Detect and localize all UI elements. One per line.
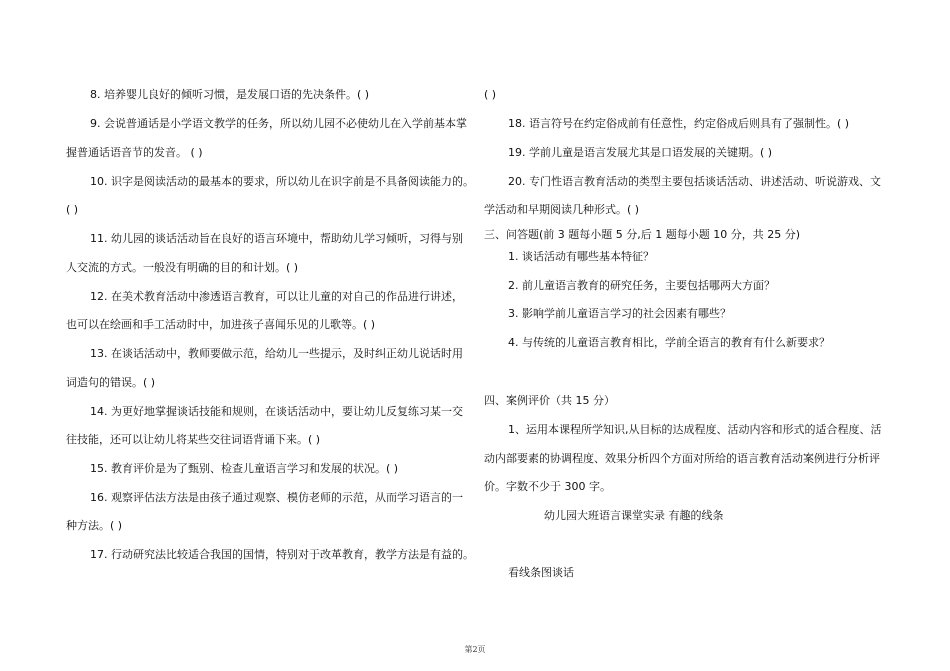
text-line: 9. 会说普通话是小学语文教学的任务，所以幼儿园不必使幼儿在入学前基本掌: [90, 117, 467, 130]
text-line: 20. 专门性语言教育活动的类型主要包括谈话活动、讲述活动、听说游戏、文: [508, 175, 881, 188]
section-heading: 四、案例评价（共 15 分）: [484, 394, 615, 407]
text-line: 15. 教育评价是为了甄别、检查儿童语言学习和发展的状况。( ): [90, 462, 399, 475]
text-line: 词造句的错误。( ): [66, 376, 156, 389]
text-line: 12. 在美术教育活动中渗透语言教育，可以让儿童的对自己的作品进行讲述，: [90, 290, 463, 303]
subheading: 看线条图谈话: [508, 566, 574, 579]
text-line: 11. 幼儿园的谈话活动旨在良好的语言环境中，帮助幼儿学习倾听，习得与别: [90, 232, 463, 245]
text-line: 17. 行动研究法比较适合我国的国情，特别对于改革教育，教学方法是有益的。: [90, 548, 474, 561]
question-item: 4. 与传统的儿童语言教育相比，学前全语言的教育有什么新要求？: [508, 336, 830, 349]
page-number: 第2页: [464, 645, 486, 654]
section-heading: 三、问答题(前 3 题每小题 5 分,后 1 题每小题 10 分，共 25 分): [484, 228, 801, 241]
text-line: ( ): [66, 203, 79, 216]
text-line: 14. 为更好地掌握谈话技能和规则，在谈话活动中，要让幼儿反复练习某一交: [90, 405, 463, 418]
question-item: 2. 前儿童语言教育的研究任务，主要包括哪两大方面？: [508, 279, 775, 292]
case-title: 幼儿园大班语言课堂实录 有趣的线条: [544, 509, 724, 522]
text-line: 握普通话语音节的发音。 ( ): [66, 146, 203, 159]
text-line: 1、运用本课程所学知识,从目标的达成程度、活动内容和形式的适合程度、活: [508, 423, 882, 436]
text-line: 18. 语言符号在约定俗成前有任意性，约定俗成后则具有了强制性。( ): [508, 117, 850, 130]
text-line: 10. 识字是阅读活动的最基本的要求，所以幼儿在识字前是不具备阅读能力的。: [90, 175, 474, 188]
text-line: 19. 学前儿童是语言发展尤其是口语发展的关键期。( ): [508, 146, 773, 159]
text-line: 动内部要素的协调程度、效果分析四个方面对所给的语言教育活动案例进行分析评: [484, 452, 880, 465]
text-line: 种方法。( ): [66, 519, 123, 532]
text-line: 16. 观察评估法方法是由孩子通过观察、模仿老师的示范，从而学习语言的一: [90, 491, 463, 504]
text-line: ( ): [484, 88, 497, 101]
question-item: 1. 谈话活动有哪些基本特征？: [508, 250, 654, 263]
text-line: 人交流的方式。一般没有明确的目的和计划。( ): [66, 261, 299, 274]
text-line: 也可以在绘画和手工活动时中，加进孩子喜闻乐见的儿歌等。( ): [66, 318, 376, 331]
text-line: 13. 在谈话活动中，教师要做示范，给幼儿一些提示，及时纠正幼儿说话时用: [90, 347, 463, 360]
question-item: 3. 影响学前儿童语言学习的社会因素有哪些？: [508, 307, 731, 320]
text-line: 8. 培养婴儿良好的倾听习惯，是发展口语的先决条件。( ): [90, 88, 370, 101]
text-line: 价。字数不少于 300 字。: [484, 480, 611, 493]
text-line: 往技能，还可以让幼儿将某些交往词语背诵下来。( ): [66, 433, 321, 446]
text-line: 学活动和早期阅读几种形式。( ): [484, 203, 640, 216]
